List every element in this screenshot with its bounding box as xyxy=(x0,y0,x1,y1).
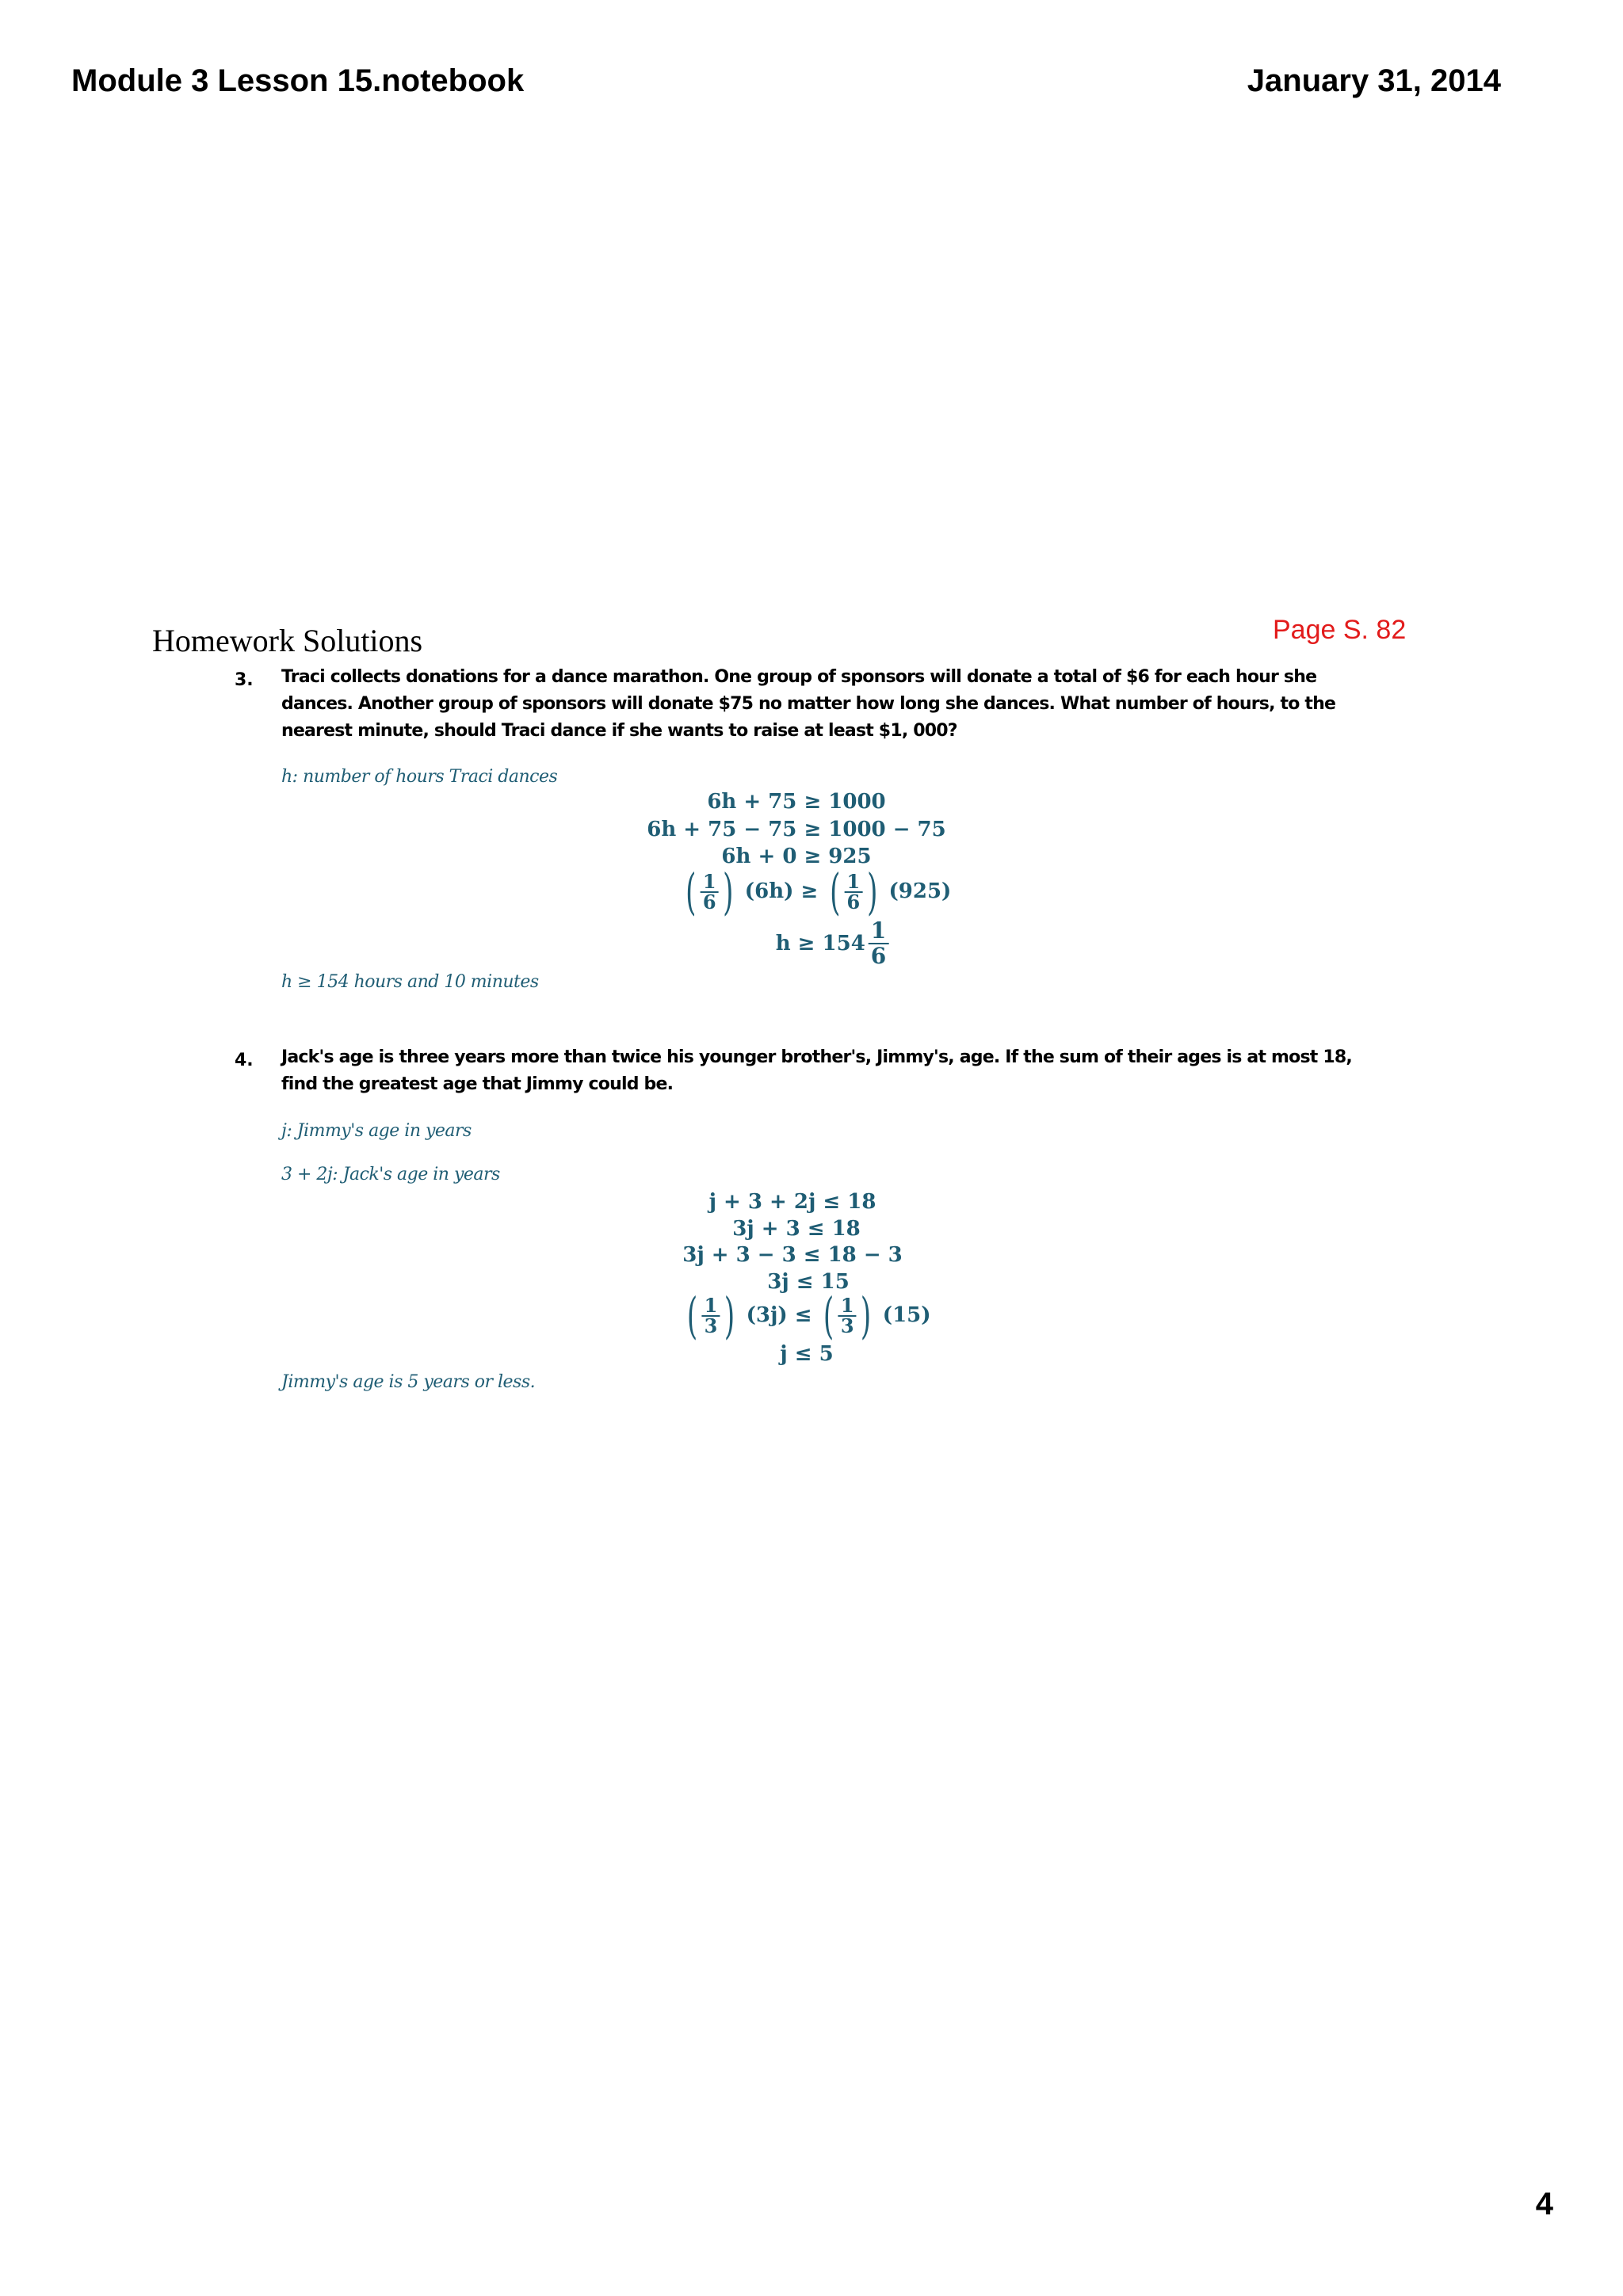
problem-3-step-2: 6h + 75 − 75 ≥ 1000 − 75 xyxy=(647,818,946,841)
problem-4-step-1: j + 3 + 2j ≤ 18 xyxy=(708,1190,876,1214)
fraction: $\frac{1}{3}$ xyxy=(702,1296,720,1336)
problem-3-text-line: dances. Another group of sponsors will donate $75 no matter how long she dances. What number of hours, to the xyxy=(281,694,1336,714)
problem-4-text-line: find the greatest age that Jimmy could be. xyxy=(281,1074,674,1094)
page-reference: Page S. 82 xyxy=(1273,615,1407,645)
problem-3-step-3: 6h + 0 ≥ 925 xyxy=(721,845,872,868)
problem-3-answer: h ≥ 154 hours and 10 minutes xyxy=(281,972,539,992)
problem-4-number: 4. xyxy=(235,1051,254,1070)
problem-3-text xyxy=(281,664,1335,745)
problem-3-step-1: 6h + 75 ≥ 1000 xyxy=(707,790,886,814)
problem-4-text xyxy=(281,1044,1352,1098)
problem-3-step-4: ( $\frac{1}{6}$ ) (6h) ≥ ( $\frac{1}{6}$ ) (925) xyxy=(685,863,952,921)
problem-4-variable-jack: 3 + 2j: Jack's age in years xyxy=(281,1165,500,1184)
document-date: January 31, 2014 xyxy=(1247,63,1501,98)
problem-4-answer: Jimmy's age is 5 years or less. xyxy=(281,1372,536,1392)
document-title: Module 3 Lesson 15.notebook xyxy=(71,63,525,98)
problem-3-text-line: nearest minute, should Traci dance if she wants to raise at least $1, 000? xyxy=(281,721,957,741)
fraction: $\frac{1}{6}$ xyxy=(845,872,863,912)
problem-4-variable-jimmy: j: Jimmy's age in years xyxy=(281,1121,472,1141)
section-heading: Homework Solutions xyxy=(152,623,423,658)
problem-4-step-5: ( $\frac{1}{3}$ ) (3j) ≤ ( $\frac{1}{3}$ ) (15) xyxy=(686,1287,931,1344)
problem-4-step-4: 3j ≤ 15 xyxy=(767,1270,850,1294)
problem-3-step-5: h ≥ 154 $\frac{1}{6}$ xyxy=(776,919,889,968)
problem-3-text-line: Traci collects donations for a dance marathon. One group of sponsors will donate a total of $6 for each hour she xyxy=(281,667,1317,687)
problem-4-step-2: 3j + 3 ≤ 18 xyxy=(732,1217,861,1241)
problem-4-step-3: 3j + 3 − 3 ≤ 18 − 3 xyxy=(682,1243,903,1267)
problem-3-number: 3. xyxy=(235,670,254,690)
page-number: 4 xyxy=(1535,2187,1553,2222)
problem-4-step-6: j ≤ 5 xyxy=(780,1342,834,1366)
problem-4-text-line: Jack's age is three years more than twice his younger brother's, Jimmy's, age. If the sum of their ages is at most 18, xyxy=(281,1047,1352,1067)
fraction: $\frac{1}{6}$ xyxy=(701,872,719,912)
problem-3-variable-definition: h: number of hours Traci dances xyxy=(281,767,558,787)
fraction: $\frac{1}{3}$ xyxy=(838,1296,857,1336)
